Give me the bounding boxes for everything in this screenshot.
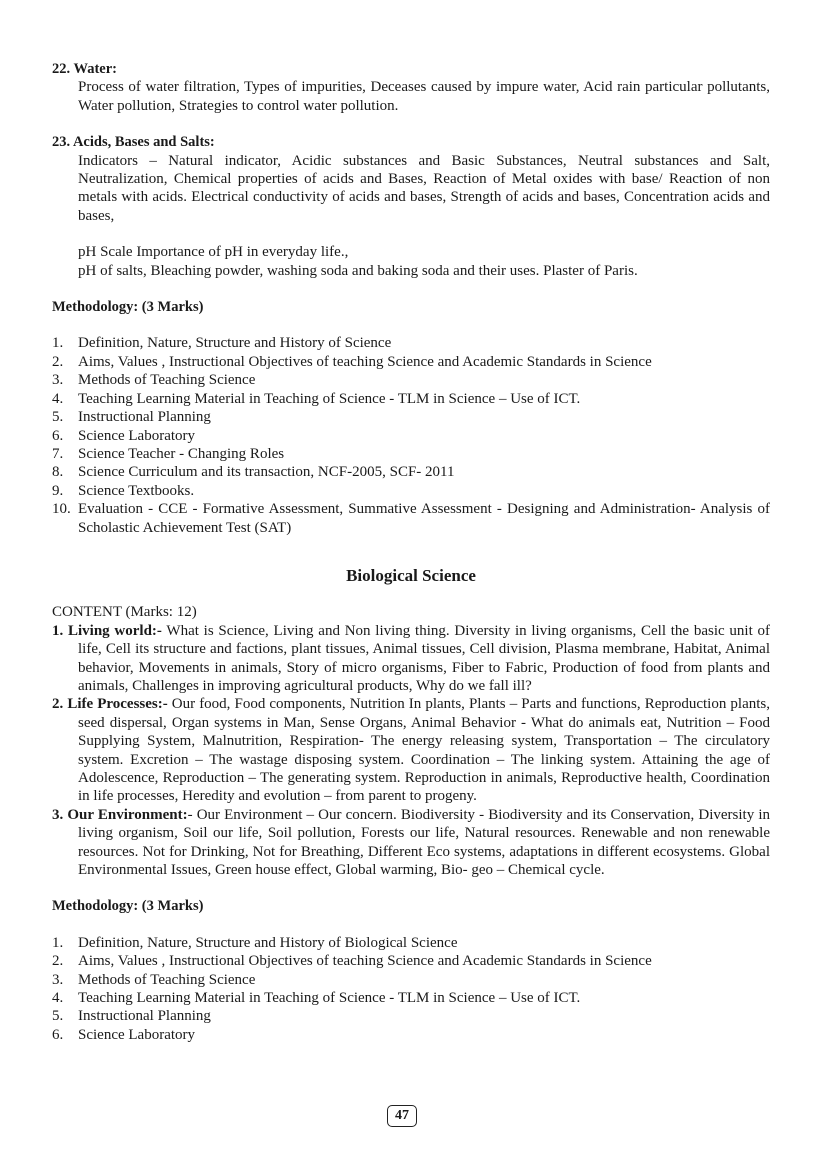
list-number: 4. (52, 990, 64, 1007)
list-number: 7. (52, 445, 64, 462)
list-number: 6. (52, 427, 64, 444)
list-item (52, 1007, 770, 1025)
section-title: Biological Science (346, 565, 476, 585)
content-item-heading: 3. Our Environment: (52, 806, 188, 823)
list-text: Evaluation - CCE - Formative Assessment, Summative Assessment - Designing and Administration- Analysis of Scholastic Achievement Test (SAT) (78, 501, 770, 536)
section-water (52, 60, 770, 115)
content-item-text: - Our Environment – Our concern. Biodiversity - Biodiversity and its Conservation, Diversity in living organism, Soil our life, Soil pollution, Forests our life, Natural resources. Renewable and non renewable resources. Not for Drinking, Not for Breathing, Different Eco systems, adaptations in different ecosystems. Global Environmental Issues, Green house effect, Global warming, Bio- geo – Chemical cycle. (78, 806, 770, 879)
list-number: 2. (52, 353, 64, 370)
methodology-list (52, 334, 770, 536)
list-item (52, 934, 770, 952)
content-label: CONTENT (Marks: 12) (52, 604, 197, 621)
list-item (52, 334, 770, 352)
content-item-text: What is Science, Living and Non living thing. Diversity in living organisms, Cell the basic unit of life, Cell its structure and factions, plant tissues, Animal tissues, Cell division, Plasma membrane, Habitat, Animal behavior, Movements in animals, Story of micro organisms, Fiber to Fabric, Production of food from plants and animals, Challenges in improving agricultural products, Why do we fall ill? (78, 622, 770, 694)
list-number: 8. (52, 464, 64, 481)
list-text: Science Teacher - Changing Roles (78, 445, 285, 462)
methodology-list (52, 934, 770, 1044)
content-item (52, 695, 770, 805)
content-item-text: Our food, Food components, Nutrition In plants, Plants – Parts and functions, Reproduction plants, seed dispersal, Organ systems in Man, Sense Organs, Animal Behavior - What do animals eat, Nutrition – Food Supplying System, Malnutrition, Respiration- The energy releasing system, Transportation – The circulatory system. Excretion – The wastage disposing system. Coordination – The linking system. Attaining the age of Adolescence, Reproduction – The generating system. Reproduction in animals, Reproductive health, Coordination in life processes, Heredity and evolution – from parent to progeny. (78, 696, 770, 805)
list-text: Science Textbooks. (78, 482, 195, 499)
list-text: Aims, Values , Instructional Objectives of teaching Science and Academic Standards in Science (78, 353, 652, 370)
list-item (52, 971, 770, 989)
list-text: Teaching Learning Material in Teaching of Science - TLM in Science – Use of ICT. (78, 390, 581, 407)
section-heading: 22. Water: (52, 61, 117, 77)
list-text: Teaching Learning Material in Teaching of Science - TLM in Science – Use of ICT. (78, 990, 581, 1007)
section-acids-bases-salts (52, 133, 770, 280)
page-number: 47 (387, 1105, 417, 1127)
list-number: 3. (52, 372, 64, 389)
list-text: Science Laboratory (78, 427, 196, 444)
list-number: 10. (52, 501, 71, 518)
section-line: pH of salts, Bleaching powder, washing soda and baking soda and their uses. Plaster of Paris. (78, 262, 638, 279)
list-number: 5. (52, 409, 64, 426)
section-body: Process of water filtration, Types of impurities, Deceases caused by impure water, Acid rain particular pollutants, Water pollution, Strategies to control water pollution. (78, 79, 770, 114)
list-number: 1. (52, 335, 64, 352)
list-text: Instructional Planning (78, 1008, 211, 1025)
content-item (52, 622, 770, 696)
list-item (52, 408, 770, 426)
list-text: Aims, Values , Instructional Objectives of teaching Science and Academic Standards in Science (78, 953, 652, 970)
list-item (52, 353, 770, 371)
section-heading: 23. Acids, Bases and Salts: (52, 134, 215, 151)
list-text: Methods of Teaching Science (78, 971, 256, 988)
methodology-section (52, 897, 770, 1044)
list-number: 2. (52, 953, 64, 970)
list-text: Instructional Planning (78, 409, 211, 426)
list-number: 5. (52, 1008, 64, 1025)
methodology-heading: Methodology: (3 Marks) (52, 898, 204, 915)
list-item (52, 500, 770, 537)
methodology-heading: Methodology: (3 Marks) (52, 299, 204, 316)
section-line: pH Scale Importance of pH in everyday life., (78, 244, 349, 261)
list-item (52, 952, 770, 970)
list-number: 1. (52, 934, 64, 951)
list-text: Science Curriculum and its transaction, NCF-2005, SCF- 2011 (78, 464, 455, 481)
list-text: Methods of Teaching Science (78, 372, 256, 389)
list-text: Definition, Nature, Structure and History of Science (78, 335, 392, 352)
list-item (52, 1026, 770, 1044)
list-number: 3. (52, 971, 64, 988)
list-item (52, 989, 770, 1007)
list-item (52, 390, 770, 408)
list-item (52, 427, 770, 445)
list-number: 9. (52, 482, 64, 499)
methodology-section (52, 298, 770, 537)
section-body: Indicators – Natural indicator, Acidic substances and Basic Substances, Neutral substances and Salt, Neutralization, Chemical properties of acids and Bases, Reaction of Metal oxides with base/ Reaction of non metals with acids. Electrical conductivity of acids and bases, Strength of acids and bases, Concentration acids and bases, (78, 152, 770, 224)
list-item (52, 463, 770, 481)
content-item (52, 806, 770, 880)
list-text: Definition, Nature, Structure and History of Biological Science (78, 934, 458, 951)
list-item (52, 445, 770, 463)
list-number: 4. (52, 390, 64, 407)
list-number: 6. (52, 1026, 64, 1043)
list-item (52, 482, 770, 500)
content-item-heading: 1. Living world:- (52, 622, 162, 639)
list-item (52, 371, 770, 389)
content-item-heading: 2. Life Processes:- (52, 696, 168, 713)
list-text: Science Laboratory (78, 1026, 196, 1043)
document-page (52, 60, 770, 1044)
